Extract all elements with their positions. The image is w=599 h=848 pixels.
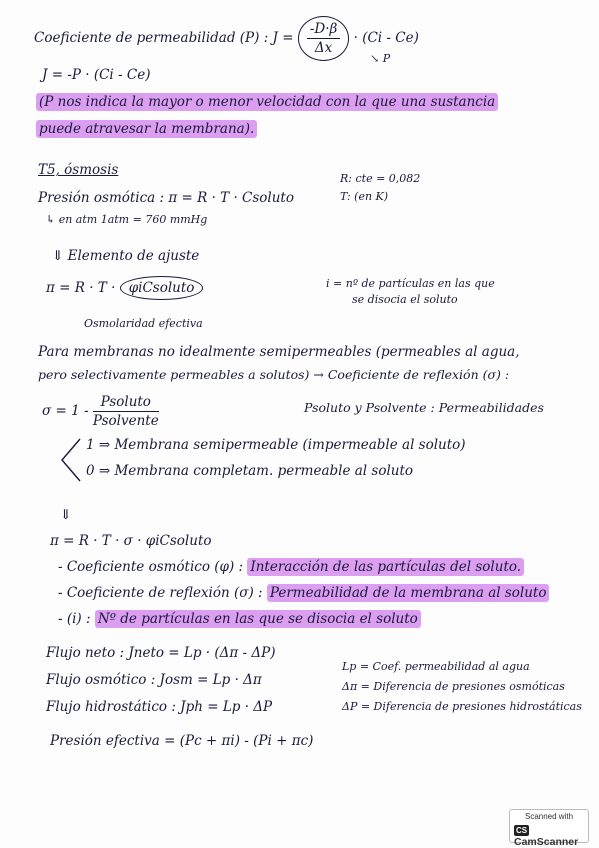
formula-tail: · (Ci - Ce) bbox=[353, 30, 419, 46]
lp-definition: Lp = Coef. permeabilidad al agua bbox=[342, 660, 530, 673]
case-bracket-icon bbox=[58, 436, 84, 484]
definition-highlight: Permeabilidad de la membrana al soluto bbox=[267, 584, 550, 602]
highlighted-text: (P nos indica la mayor o menor velocidad con la que una sustancia bbox=[36, 93, 498, 111]
delta-pi-definition: Δπ = Diferencia de presiones osmóticas bbox=[342, 680, 565, 693]
osmotic-flow-formula: Flujo osmótico : Josm = Lp · Δπ bbox=[46, 672, 262, 688]
highlighted-text: puede atravesar la membrana). bbox=[36, 120, 257, 138]
case-semipermeable: 1 ⇒ Membrana semipermeable (impermeable al soluto) bbox=[86, 437, 466, 453]
down-arrow-icon: ⇓ bbox=[60, 507, 72, 523]
hydrostatic-flow-formula: Flujo hidrostático : Jph = Lp · ΔP bbox=[46, 699, 273, 715]
sigma-formula bbox=[42, 393, 159, 430]
permeabilities-note: Psoluto y Psolvente : Permeabilidades bbox=[304, 400, 544, 415]
fraction-numerator: Psoluto bbox=[93, 393, 159, 412]
paragraph-line-1: Para membranas no idealmente semipermeables (permeables al agua, bbox=[38, 344, 520, 360]
permeability-formula bbox=[34, 16, 419, 61]
p-pointer-label: P bbox=[382, 52, 391, 65]
effective-osmolarity: Osmolaridad efectiva bbox=[84, 317, 203, 330]
osmotic-coefficient-def bbox=[58, 558, 524, 576]
adjusted-formula bbox=[46, 279, 203, 297]
circled-term: φiCsoluto bbox=[120, 276, 204, 300]
units-note: ↳ en atm 1atm = 760 mmHg bbox=[46, 213, 208, 226]
camscanner-logo-icon: CS bbox=[516, 826, 528, 835]
net-flow-formula: Flujo neto : Jneto = Lp · (Δπ - ΔP) bbox=[46, 645, 276, 661]
gas-constant-note: R: cte = 0,082 bbox=[340, 172, 421, 185]
definition-term: - Coeficiente osmótico (φ) : bbox=[58, 559, 244, 575]
effective-pressure-formula: Presión efectiva = (Pc + πi) - (Pi + πc) bbox=[50, 733, 314, 749]
case-permeable: 0 ⇒ Membrana completam. permeable al soluto bbox=[86, 463, 414, 479]
reflection-coefficient-def bbox=[58, 584, 549, 602]
definition-highlight: Nº de partículas en las que se disocia el soluto bbox=[95, 610, 421, 628]
i-factor-def bbox=[58, 610, 421, 628]
definition-highlight: Interacción de las partículas del soluto. bbox=[247, 558, 524, 576]
p-pointer: ↘ P bbox=[370, 52, 391, 65]
formula-label: Coeficiente de permeabilidad (P) : J = bbox=[34, 30, 294, 46]
osmotic-pressure-formula: Presión osmótica : π = R · T · Csoluto bbox=[38, 190, 294, 206]
temperature-note: T: (en K) bbox=[340, 190, 389, 203]
watermark-caption: Scanned with bbox=[524, 812, 574, 821]
sigma-fraction bbox=[93, 393, 159, 430]
adjustment-element: ⇓ Elemento de ajuste bbox=[52, 248, 200, 264]
circled-fraction bbox=[298, 16, 349, 61]
camscanner-watermark bbox=[509, 809, 589, 848]
fraction-numerator: -D·β bbox=[307, 20, 340, 39]
flux-equation: J = -P · (Ci - Ce) bbox=[42, 67, 151, 83]
watermark-brand-text: CamScanner bbox=[514, 836, 579, 848]
fraction-denominator: Δx bbox=[314, 40, 333, 56]
fraction-denominator: Psolvente bbox=[92, 413, 159, 429]
paragraph-line-2: pero selectivamente permeables a solutos) → Coeficiente de reflexión (σ) : bbox=[38, 367, 510, 382]
sigma-formula-text: σ = 1 - bbox=[42, 403, 89, 419]
definition-term: - Coeficiente de reflexión (σ) : bbox=[58, 585, 263, 601]
highlight-line-2 bbox=[36, 120, 257, 138]
full-osmotic-formula: π = R · T · σ · φiCsoluto bbox=[50, 533, 212, 549]
adjusted-formula-text: π = R · T · bbox=[46, 280, 116, 296]
definition-term: - (i) : bbox=[58, 611, 91, 627]
watermark-brand bbox=[514, 824, 588, 848]
i-definition-1: i = nº de partículas en las que bbox=[326, 277, 495, 290]
i-definition-2: se disocia el soluto bbox=[352, 293, 458, 306]
highlight-line-1 bbox=[36, 93, 498, 111]
delta-p-definition: ΔP = Diferencia de presiones hidrostáticas bbox=[342, 700, 582, 713]
section-heading: T5, ósmosis bbox=[38, 162, 119, 178]
